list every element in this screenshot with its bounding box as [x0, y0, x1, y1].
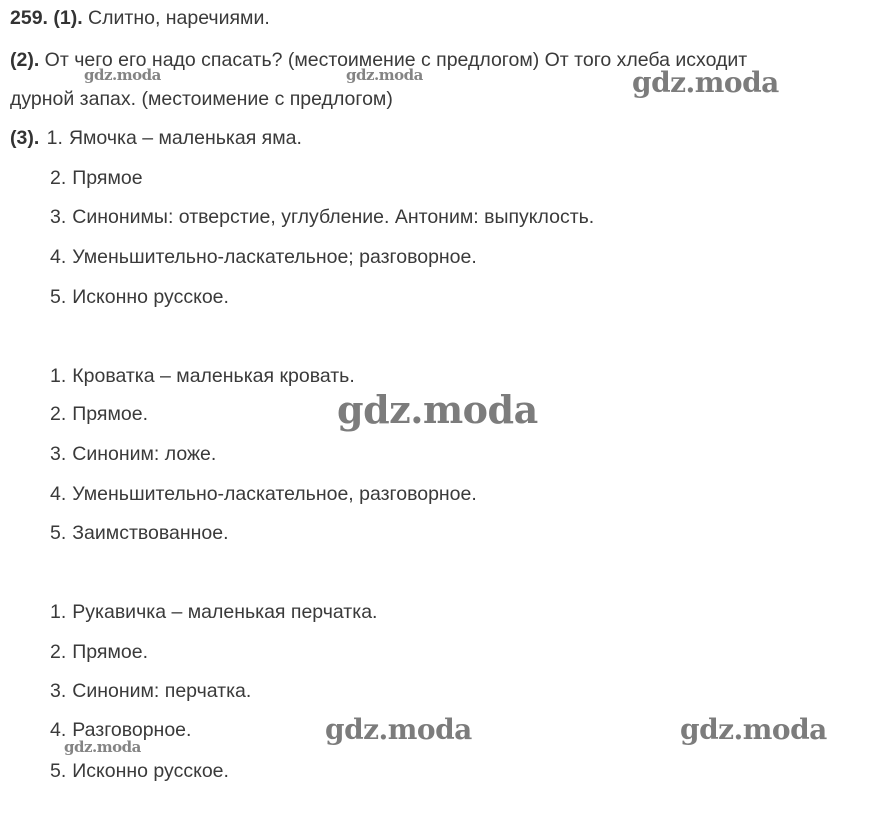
item-number: 4.: [50, 719, 67, 741]
watermark-top-right: gdz.moda: [632, 66, 779, 99]
item-text: Кроватка – маленькая кровать.: [72, 365, 355, 387]
part2-marker: (2).: [10, 49, 40, 71]
watermark-small-2: gdz.moda: [346, 66, 423, 84]
part1-text: Слитно, наречиями.: [88, 7, 270, 29]
watermark-center: gdz.moda: [337, 387, 538, 432]
part2-text-line2: дурной запах. (местоимение с предлогом): [10, 88, 393, 110]
item-text: Прямое.: [72, 641, 148, 663]
group1-item-5: [50, 285, 229, 309]
item-number: 2.: [50, 167, 67, 189]
item-number: 5.: [50, 522, 67, 544]
item-number: 1.: [50, 601, 67, 623]
group2-item-1: [50, 364, 355, 388]
part1-marker: (1).: [53, 7, 83, 29]
group2-item-4: [50, 482, 477, 506]
item-text: Исконно русское.: [72, 286, 229, 308]
item-text: Заимствованное.: [72, 522, 229, 544]
part2-text-line1: От чего его надо спасать? (местоимение с предлогом) От того хлеба исходит: [44, 49, 748, 71]
part2-line2: [10, 87, 393, 111]
item-text: Исконно русское.: [72, 760, 229, 782]
item-text: Синонимы: отверстие, углубление. Антоним: выпуклость.: [72, 206, 595, 228]
item-text: Синоним: перчатка.: [72, 680, 252, 702]
part3-marker: (3).: [10, 127, 40, 149]
item-number: 4.: [50, 246, 67, 268]
item-number: 5.: [50, 286, 67, 308]
group2-item-5: [50, 521, 229, 545]
item-text: Прямое.: [72, 403, 148, 425]
group1-item-4: [50, 245, 477, 269]
group1-item-1: [10, 126, 302, 150]
item-text: Ямочка – маленькая яма.: [68, 127, 302, 149]
group3-item-1: [50, 600, 377, 624]
group3-item-2: [50, 640, 148, 664]
group1-item-2: [50, 166, 143, 190]
watermark-small-bottom: gdz.moda: [64, 738, 141, 756]
item-number: 1.: [46, 127, 63, 149]
watermark-bottom-right: gdz.moda: [680, 713, 827, 746]
item-number: 3.: [50, 206, 67, 228]
group2-item-3: [50, 442, 216, 466]
item-text: Уменьшительно-ласкательное, разговорное.: [72, 483, 477, 505]
item-number: 3.: [50, 680, 67, 702]
task-number: 259.: [10, 7, 48, 29]
item-number: 5.: [50, 760, 67, 782]
item-number: 4.: [50, 483, 67, 505]
item-number: 3.: [50, 443, 67, 465]
group3-item-5: [50, 759, 229, 783]
group2-item-2: [50, 402, 148, 426]
watermark-bottom-middle: gdz.moda: [325, 713, 472, 746]
item-number: 2.: [50, 641, 67, 663]
item-text: Прямое: [72, 167, 143, 189]
item-text: Уменьшительно-ласкательное; разговорное.: [72, 246, 477, 268]
item-text: Разговорное.: [72, 719, 192, 741]
group1-item-3: [50, 205, 594, 229]
watermark-small-1: gdz.moda: [84, 66, 161, 84]
task-header: [10, 6, 270, 30]
item-number: 2.: [50, 403, 67, 425]
item-text: Синоним: ложе.: [72, 443, 217, 465]
item-text: Рукавичка – маленькая перчатка.: [72, 601, 378, 623]
group3-item-3: [50, 679, 251, 703]
item-number: 1.: [50, 365, 67, 387]
